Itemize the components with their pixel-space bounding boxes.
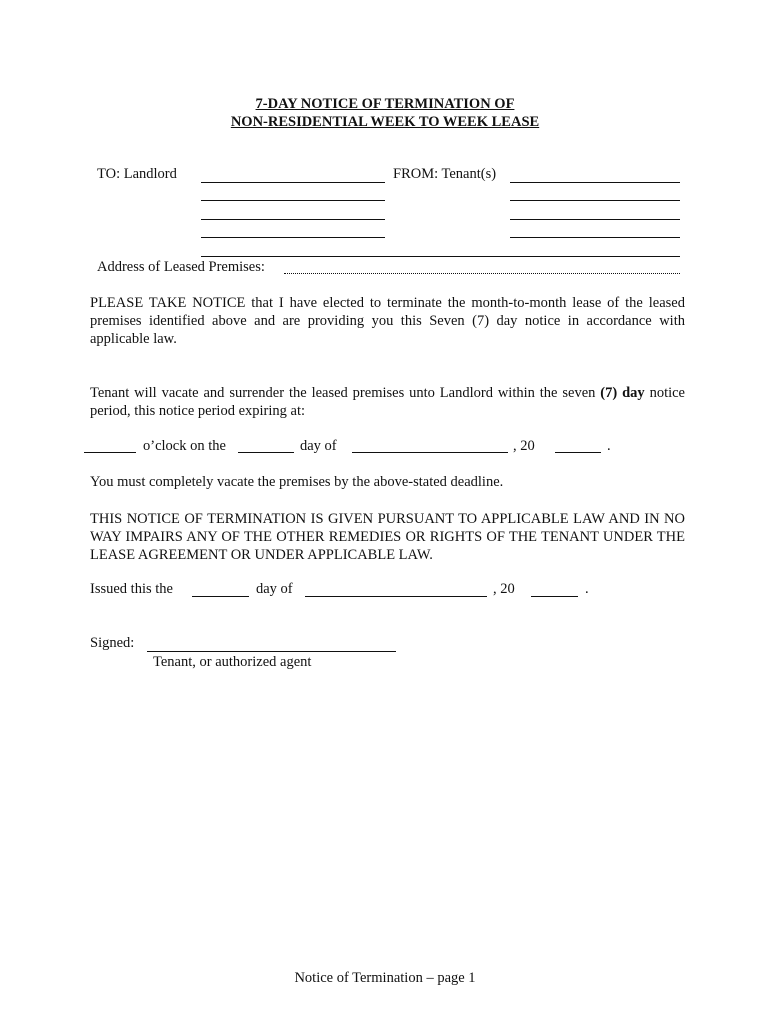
landlord-address-field-2[interactable] bbox=[201, 219, 385, 220]
expiry-day-of-label: day of bbox=[300, 438, 337, 454]
vacate-text-before: Tenant will vacate and surrender the leased premises unto Landlord within the seven bbox=[90, 385, 601, 401]
notice-paragraph: PLEASE TAKE NOTICE that I have elected to terminate the month-to-month lease of the leased premises identified above and are providing you this Seven (7) day notice in accordance with applicable law. bbox=[90, 295, 685, 347]
vacate-text-bold: (7) day bbox=[600, 385, 645, 401]
issued-day-field[interactable] bbox=[192, 596, 249, 597]
expiry-year-field[interactable] bbox=[555, 452, 601, 453]
issued-label: Issued this the bbox=[90, 581, 173, 597]
vacate-text-after: notice period, this notice period expiring at: bbox=[90, 385, 685, 419]
tenant-address-field-3[interactable] bbox=[510, 237, 680, 238]
issued-day-of-label: day of bbox=[256, 581, 293, 597]
landlord-address-field-3[interactable] bbox=[201, 237, 385, 238]
address-label: Address of Leased Premises: bbox=[97, 259, 265, 275]
signature-field[interactable] bbox=[147, 651, 396, 652]
premises-address-field[interactable] bbox=[284, 273, 680, 274]
issued-month-field[interactable] bbox=[305, 596, 487, 597]
tenant-address-field-2[interactable] bbox=[510, 219, 680, 220]
issued-year-field[interactable] bbox=[531, 596, 578, 597]
expiry-year-prefix: , 20 bbox=[513, 438, 535, 454]
expiry-hour-field[interactable] bbox=[84, 452, 136, 453]
from-tenant-label: FROM: Tenant(s) bbox=[393, 166, 497, 182]
tenant-name-field[interactable] bbox=[510, 182, 680, 183]
separator-line bbox=[201, 256, 680, 257]
issued-period: . bbox=[585, 581, 589, 597]
page-footer: Notice of Termination – page 1 bbox=[294, 970, 476, 986]
vacate-paragraph bbox=[90, 384, 685, 420]
issued-year-prefix: , 20 bbox=[493, 581, 515, 597]
deadline-sentence: You must completely vacate the premises by the above-stated deadline. bbox=[90, 474, 504, 490]
signed-label: Signed: bbox=[90, 635, 135, 651]
expiry-day-field[interactable] bbox=[238, 452, 294, 453]
landlord-name-field[interactable] bbox=[201, 182, 385, 183]
landlord-address-field-1[interactable] bbox=[201, 200, 385, 201]
to-landlord-label: TO: Landlord bbox=[97, 166, 177, 182]
legal-caps-paragraph: THIS NOTICE OF TERMINATION IS GIVEN PURSUANT TO APPLICABLE LAW AND IN NO WAY IMPAIRS ANY OF THE OTHER REMEDIES OR RIGHTS OF THE TENANT UNDER THE LEASE AGREEMENT OR UNDER APPLICABLE LAW. bbox=[90, 511, 685, 563]
tenant-address-field-1[interactable] bbox=[510, 200, 680, 201]
expiry-period: . bbox=[607, 438, 611, 454]
expiry-month-field[interactable] bbox=[352, 452, 508, 453]
signature-caption: Tenant, or authorized agent bbox=[153, 654, 312, 670]
oclock-label: o’clock on the bbox=[143, 438, 226, 454]
document-title-line-2: NON-RESIDENTIAL WEEK TO WEEK LEASE bbox=[230, 114, 540, 130]
document-title-line-1: 7-DAY NOTICE OF TERMINATION OF bbox=[255, 96, 515, 112]
